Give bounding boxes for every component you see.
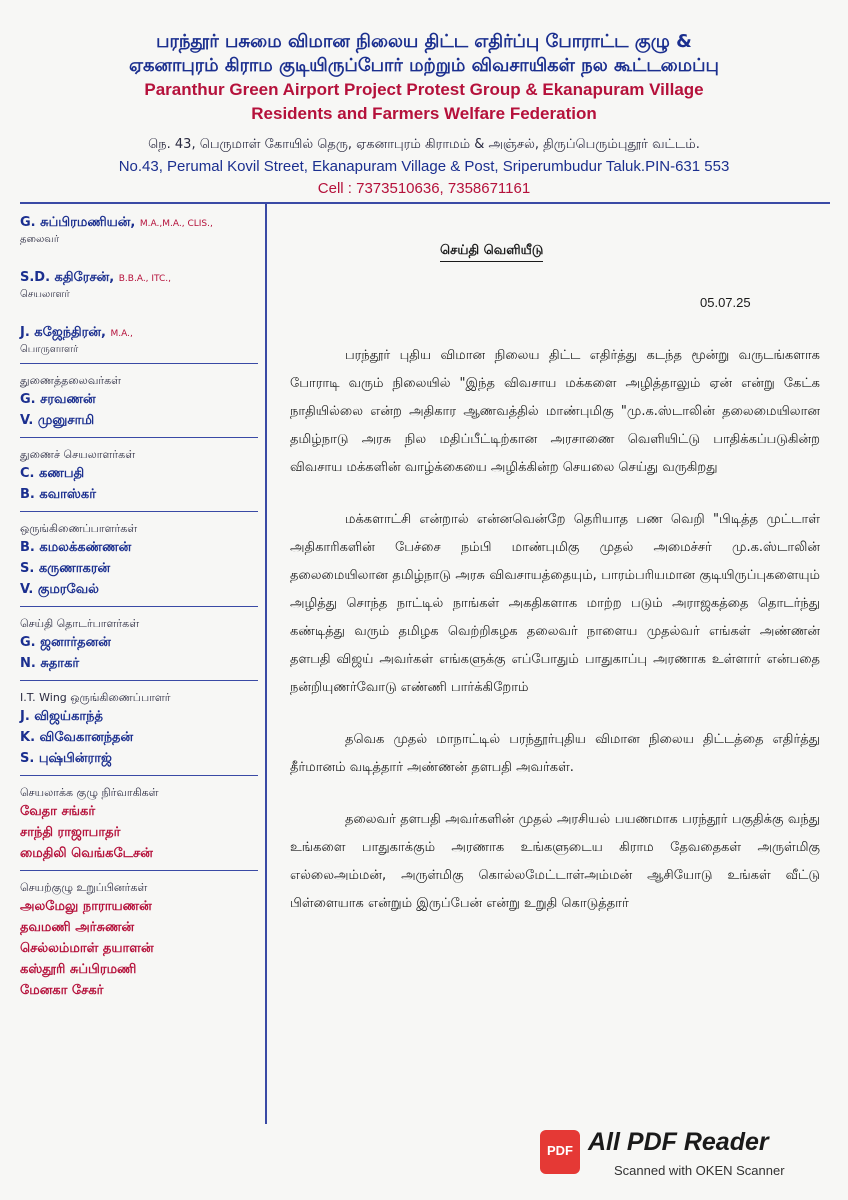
group-title: துணைத்தலைவர்கள் xyxy=(20,374,122,387)
group-title: செயலாக்க குழு நிர்வாகிகள் xyxy=(20,786,159,799)
org-title-tamil-1: பரந்தூர் பசுமை விமான நிலைய திட்ட எதிர்ப்பு போராட்ட குழு & xyxy=(156,31,692,52)
release-body xyxy=(290,342,820,942)
member-name: V. குமரவேல் xyxy=(20,582,99,597)
member-name: சாந்தி ராஜாபாதர் xyxy=(20,825,121,840)
sidebar-separator xyxy=(20,363,258,364)
body-paragraph-1: பரந்தூர் புதிய விமான நிலைய திட்ட எதிர்த்து கடந்த மூன்று வருடங்களாக போராடி வரும் நிலையில் "இந்த விவசாய மக்களை அழித்தாலும் ஏன் என்று கேட்க நாதியில்லை என்ற அதிகார ஆணவத்தில் மாண்புமிகு "மு.க.ஸ்டாலின் தலைமையிலான தமிழ்நாடு அரசு நில மதிப்பீட்டிற்கான அரசாணை வெளியிட்டு பாதிக்கப்படுகின்ற விவசாய மக்களின் வாழ்க்கையை அழிக்கின்ற செயலை செய்து வருகிறது xyxy=(290,348,820,475)
member-group xyxy=(20,615,260,674)
body-paragraph-2: மக்களாட்சி என்றால் என்னவென்றே தெரியாத பண வெறி "பிடித்த முட்டாள் அதிகாரிகளின் பேச்சை நம்பி மாண்புமிகு முதல் அமைச்சர் மு.க.ஸ்டாலின் தலைமையிலான தமிழ்நாடு அரசு விவசாயத்தையும், பாரம்பரியமான குடியிருப்புகளையும் அழித்து சொந்த நாட்டில் நாங்கள் அகதிகளாக மாற்ற படும் அராஜகத்தை தொடர்ந்து கண்டித்து வரும் தமிழக வெற்றிகழக தலைவர் நாளைய முதல்வர் எங்கள் அண்ணன் தளபதி விஜய் அவர்கள் எங்களுக்கு எப்போதும் பாதுகாப்பு அரணாக உள்ளார் என்பதை நன்றியுணர்வோடு எண்ணி பார்க்கிறோம் xyxy=(290,512,820,695)
member-groups xyxy=(20,372,260,1001)
member-name: G. சரவணன் xyxy=(20,392,96,407)
group-title: செயற்குழு உறுப்பினர்கள் xyxy=(20,881,148,894)
member-name: J. விஜய்காந்த் xyxy=(20,709,103,724)
letterhead xyxy=(0,30,848,200)
org-title-english-1: Paranthur Green Airport Project Protest Group & Ekanapuram Village xyxy=(144,80,704,99)
group-title: செய்தி தொடர்பாளர்கள் xyxy=(20,617,140,630)
group-title: I.T. Wing ஒருங்கிணைப்பாளர் xyxy=(20,691,171,704)
body-paragraph-3: தவெக முதல் மாநாட்டில் பரந்தூர்புதிய விமான நிலைய திட்டத்தை எதிர்த்து தீர்மானம் வடித்தார் அண்ணன் தளபதி அவர்கள். xyxy=(290,732,820,775)
member-name: வேதா சங்கர் xyxy=(20,804,96,819)
officer-qualification: M.A., xyxy=(110,329,133,339)
officer-president xyxy=(20,214,260,247)
officer-qualification: M.A.,M.A., CLIS., xyxy=(139,219,213,229)
member-name: N. சுதாகர் xyxy=(20,656,80,671)
member-name: மேனகா சேகர் xyxy=(20,983,104,998)
watermark-subtitle: Scanned with OKEN Scanner xyxy=(614,1163,785,1178)
officer-name: G. சுப்பிரமணியன், xyxy=(20,215,136,230)
cell-numbers: Cell : 7373510636, 7358671161 xyxy=(317,180,531,197)
sidebar-separator xyxy=(20,870,258,871)
member-group xyxy=(20,372,260,431)
member-name: S. புஷ்பின்ராஜ் xyxy=(20,751,112,766)
officer-name: S.D. கதிரேசன், xyxy=(20,270,115,285)
member-group xyxy=(20,784,260,864)
member-name: S. கருணாகரன் xyxy=(20,561,111,576)
group-title: ஒருங்கிணைப்பாளர்கள் xyxy=(20,522,138,535)
member-name: தவமணி அர்சுணன் xyxy=(20,920,135,935)
address-tamil: நெ. 43, பெருமாள் கோயில் தெரு, ஏகனாபுரம் கிராமம் & அஞ்சல், திருப்பெரும்புதூர் வட்டம். xyxy=(148,137,700,152)
org-title-english-2: Residents and Farmers Welfare Federation xyxy=(251,104,597,123)
member-group xyxy=(20,446,260,505)
officer-title: பொருளாளர் xyxy=(20,344,79,355)
member-name: C. கணபதி xyxy=(20,466,85,481)
address-english: No.43, Perumal Kovil Street, Ekanapuram Village & Post, Sriperumbudur Taluk.PIN-631 553 xyxy=(118,158,730,175)
officer-title: தலைவர் xyxy=(20,234,60,245)
sidebar-separator xyxy=(20,680,258,681)
officer-treasurer xyxy=(20,324,260,357)
officer-secretary xyxy=(20,269,260,302)
sidebar-separator xyxy=(20,606,258,607)
header-divider xyxy=(20,202,830,204)
member-name: K. விவேகானந்தன் xyxy=(20,730,134,745)
officer-title: செயலாளர் xyxy=(20,289,70,300)
member-name: செல்லம்மாள் தயாளன் xyxy=(20,941,154,956)
sidebar-separator xyxy=(20,511,258,512)
group-title: துணைச் செயலாளர்கள் xyxy=(20,448,136,461)
body-paragraph-4: தலைவர் தளபதி அவர்களின் முதல் அரசியல் பயணமாக பரந்தூர் பகுதிக்கு வந்து உங்களை பாதுகாக்கும் அரணாக உங்களுடைய கிராம தேவதைகள் அருள்மிகு எல்லைஅம்மன், அருள்மிகு கொல்லமேட்டாள்அம்மன் ஆசியோடு உங்கள் வீட்டு பிள்ளையாக என்றும் இருப்பேன் என்று உறுதி கொடுத்தார் xyxy=(290,812,820,911)
officer-qualification: B.B.A., ITC., xyxy=(118,274,172,284)
press-release-heading: செய்தி வெளியீடு xyxy=(440,243,543,262)
pdf-icon: PDF xyxy=(540,1130,580,1174)
scanner-watermark xyxy=(530,1126,840,1188)
release-date: 05.07.25 xyxy=(700,295,751,310)
watermark-title: All PDF Reader xyxy=(588,1128,769,1156)
member-name: B. கவாஸ்கர் xyxy=(20,487,96,502)
member-name: B. கமலக்கண்ணன் xyxy=(20,540,132,555)
member-name: அலமேலு நாராயணன் xyxy=(20,899,152,914)
member-name: G. ஜனார்தனன் xyxy=(20,635,111,650)
sidebar-separator xyxy=(20,775,258,776)
sidebar-separator xyxy=(20,437,258,438)
member-name: மைதிலி வெங்கடேசன் xyxy=(20,846,153,861)
officer-name: J. கஜேந்திரன், xyxy=(20,325,106,340)
member-name: V. முனுசாமி xyxy=(20,413,95,428)
member-name: கஸ்தூரி சுப்பிரமணி xyxy=(20,962,137,977)
sidebar-divider xyxy=(265,204,267,1124)
member-group xyxy=(20,879,260,1001)
member-group xyxy=(20,520,260,600)
officers-sidebar xyxy=(20,214,260,1007)
org-title-tamil-2: ஏகனாபுரம் கிராம குடியிருப்போர் மற்றும் விவசாயிகள் நல கூட்டமைப்பு xyxy=(129,55,719,76)
member-group xyxy=(20,689,260,769)
